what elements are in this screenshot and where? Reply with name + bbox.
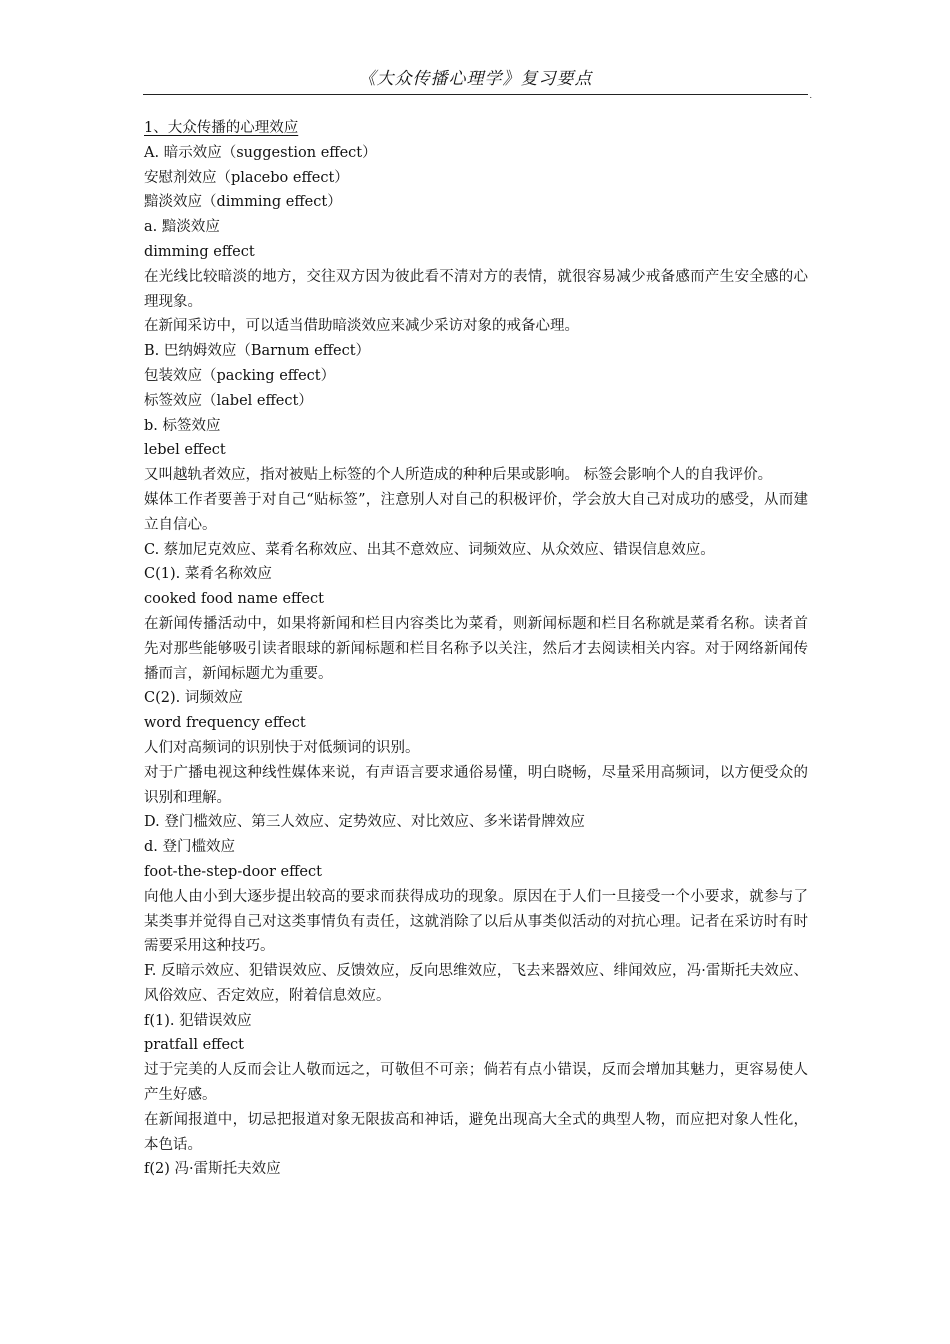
page-header (143, 66, 812, 100)
list-item: 包装效应（packing effect） (144, 367, 336, 384)
paragraph: 在光线比较暗淡的地方，交往双方因为彼此看不清对方的表情，就很容易减少戒备感而产生安全感的心理现象。 (144, 268, 808, 310)
term-heading: f(1). 犯错误效应 (144, 1012, 252, 1029)
term-english: pratfall effect (144, 1037, 244, 1054)
section-heading: 1、大众传播的心理效应 (144, 120, 299, 136)
term-heading: C(2). 词频效应 (144, 690, 243, 707)
term-english: word frequency effect (144, 715, 306, 732)
paragraph: 在新闻传播活动中，如果将新闻和栏目内容类比为菜肴，则新闻标题和栏目名称就是菜肴名称。读者首先对那些能够吸引读者眼球的新闻标题和栏目名称予以关注，然后才去阅读相关内容。对于网络新闻传播而言，新闻标题尤为重要。 (144, 615, 808, 682)
paragraph: 在新闻采访中，可以适当借助暗淡效应来减少采访对象的戒备心理。 (144, 318, 579, 335)
term-english: foot-the-step-door effect (144, 863, 322, 880)
list-item: 黯淡效应（dimming effect） (144, 194, 342, 211)
subsection-heading-c: C. 蔡加尼克效应、菜肴名称效应、出其不意效应、词频效应、从众效应、错误信息效应。 (144, 541, 715, 558)
subsection-heading-d: D. 登门槛效应、第三人效应、定势效应、对比效应、多米诺骨牌效应 (144, 814, 585, 831)
term-english: cooked food name effect (144, 591, 324, 608)
term-heading: b. 标签效应 (144, 417, 221, 434)
list-item: 安慰剂效应（placebo effect） (144, 169, 349, 186)
term-heading: f(2) 冯·雷斯托夫效应 (144, 1161, 281, 1178)
subsection-heading-b: B. 巴纳姆效应（Barnum effect） (144, 343, 371, 360)
paragraph: 向他人由小到大逐步提出较高的要求而获得成功的现象。原因在于人们一旦接受一个小要求，就参与了某类事并觉得自己对这类事情负有责任，这就消除了以后从事类似活动的对抗心理。记者在采访时有时需要采用这种技巧。 (144, 888, 808, 955)
paragraph: 人们对高频词的识别快于对低频词的识别。 (144, 739, 420, 756)
term-heading: d. 登门槛效应 (144, 839, 235, 856)
subsection-heading-f: F. 反暗示效应、犯错误效应、反馈效应，反向思维效应，飞去来器效应、绯闻效应，冯·雷斯托夫效应、风俗效应、否定效应，附着信息效应。 (144, 963, 808, 1004)
header-dot: . (809, 91, 812, 100)
subsection-heading-a: A. 暗示效应（suggestion effect） (144, 144, 377, 161)
paragraph: 过于完美的人反而会让人敬而远之，可敬但不可亲；倘若有点小错误，反而会增加其魅力，更容易使人产生好感。 (144, 1062, 808, 1104)
paragraph: 在新闻报道中，切忌把报道对象无限拔高和神话，避免出现高大全式的典型人物，而应把对象人性化，本色话。 (144, 1111, 808, 1153)
list-item: 标签效应（label effect） (144, 392, 313, 409)
term-english: lebel effect (144, 442, 226, 459)
page-title: 《大众传播心理学》复习要点 (358, 69, 593, 89)
paragraph: 媒体工作者要善于对自己“贴标签”，注意别人对自己的积极评价，学会放大自己对成功的感受，从而建立自信心。 (144, 491, 808, 533)
document-body (144, 116, 808, 1182)
term-heading: C(1). 菜肴名称效应 (144, 566, 272, 583)
term-heading: a. 黯淡效应 (144, 219, 220, 236)
paragraph: 对于广播电视这种线性媒体来说，有声语言要求通俗易懂，明白晓畅，尽量采用高频词，以方便受众的识别和理解。 (144, 764, 808, 806)
term-english: dimming effect (144, 243, 255, 260)
paragraph: 又叫越轨者效应，指对被贴上标签的个人所造成的种种后果或影响。 标签会影响个人的自我评价。 (144, 467, 773, 484)
